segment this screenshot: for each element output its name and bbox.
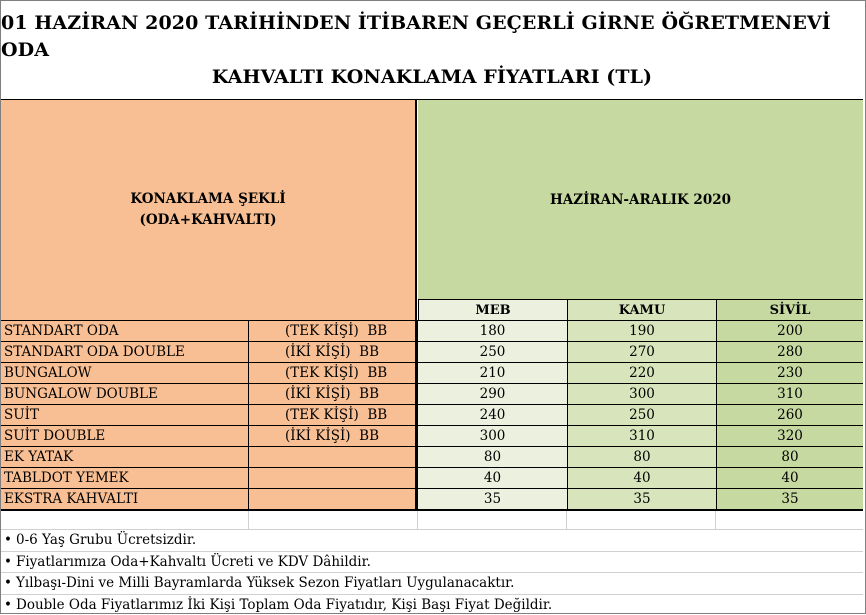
price-kamu-cell: 80 [567, 446, 716, 467]
note-item: • Double Oda Fiyatlarımız İki Kişi Toplam Oda Fiyatıdır, Kişi Başı Fiyat Değildir. [1, 594, 863, 615]
occupancy-cell: (TEK KİŞİ) BB [248, 320, 417, 341]
price-kamu-cell: 300 [567, 383, 716, 404]
price-sivil-cell: 200 [716, 320, 863, 341]
price-meb-cell: 240 [417, 404, 567, 425]
title-line-2: KAHVALTI KONAKLAMA FİYATLARI (TL) [212, 64, 652, 91]
price-sivil-cell: 40 [716, 467, 863, 488]
price-sivil-cell: 280 [716, 341, 863, 362]
price-sivil-cell: 35 [716, 488, 863, 509]
page-title [1, 1, 863, 100]
note-item: • 0-6 Yaş Grubu Ücretsizdir. [1, 529, 863, 551]
room-type-cell: EK YATAK [1, 446, 248, 467]
table-row [1, 446, 863, 467]
occupancy-cell: (TEK KİŞİ) BB [248, 362, 417, 383]
table-row [1, 467, 863, 488]
table-bottom-border [1, 509, 863, 511]
occupancy-cell: (TEK KİŞİ) BB [248, 404, 417, 425]
column-header-meb: MEB [418, 299, 567, 320]
price-kamu-cell: 250 [567, 404, 716, 425]
price-sivil-cell: 230 [716, 362, 863, 383]
blank-row-divider [248, 511, 249, 529]
column-header-kamu: KAMU [567, 299, 716, 320]
price-meb-cell: 80 [417, 446, 567, 467]
price-kamu-cell: 220 [567, 362, 716, 383]
room-type-cell: BUNGALOW [1, 362, 248, 383]
bullet-icon: • [4, 595, 16, 615]
title-line-1: 01 HAZİRAN 2020 TARİHİNDEN İTİBAREN GEÇERLİ GİRNE ÖĞRETMENEVİ ODA [1, 10, 863, 64]
room-type-cell: TABLDOT YEMEK [1, 467, 248, 488]
column-header-sivil: SİVİL [716, 299, 863, 320]
bullet-icon: • [4, 530, 16, 551]
table-row [1, 425, 863, 446]
blank-row-divider [417, 511, 418, 529]
price-meb-cell: 180 [417, 320, 567, 341]
price-meb-cell: 290 [417, 383, 567, 404]
period-header [418, 100, 863, 299]
bullet-icon: • [4, 552, 16, 573]
price-meb-cell: 210 [417, 362, 567, 383]
price-sivil-cell: 310 [716, 383, 863, 404]
bullet-icon: • [4, 573, 16, 594]
occupancy-cell [248, 446, 417, 467]
price-meb-cell: 40 [417, 467, 567, 488]
blank-row-divider [566, 511, 567, 529]
price-kamu-cell: 310 [567, 425, 716, 446]
note-item: • Fiyatlarımıza Oda+Kahvaltı Ücreti ve KDV Dâhildir. [1, 551, 863, 573]
price-sivil-cell: 320 [716, 425, 863, 446]
price-sivil-cell: 80 [716, 446, 863, 467]
room-type-cell: BUNGALOW DOUBLE [1, 383, 248, 404]
table-row [1, 362, 863, 383]
room-type-cell: SUİT DOUBLE [1, 425, 248, 446]
table-row [1, 383, 863, 404]
accommodation-header-line-1: KONAKLAMA ŞEKLİ [130, 189, 285, 210]
note-item: • Yılbaşı-Dini ve Milli Bayramlarda Yüksek Sezon Fiyatları Uygulanacaktır. [1, 572, 863, 594]
room-type-cell: SUİT [1, 404, 248, 425]
accommodation-type-header [1, 100, 417, 320]
occupancy-cell [248, 467, 417, 488]
price-meb-cell: 250 [417, 341, 567, 362]
table-row [1, 404, 863, 425]
table-row [1, 341, 863, 362]
occupancy-cell: (İKİ KİŞİ) BB [248, 383, 417, 404]
price-meb-cell: 300 [417, 425, 567, 446]
room-type-cell: STANDART ODA [1, 320, 248, 341]
table-row [1, 488, 863, 509]
room-type-cell: STANDART ODA DOUBLE [1, 341, 248, 362]
blank-row-divider [715, 511, 716, 529]
table-row [1, 320, 863, 341]
room-type-cell: EKSTRA KAHVALTI [1, 488, 248, 509]
occupancy-cell: (İKİ KİŞİ) BB [248, 341, 417, 362]
price-kamu-cell: 270 [567, 341, 716, 362]
accommodation-header-line-2: (ODA+KAHVALTI) [139, 210, 276, 231]
price-kamu-cell: 190 [567, 320, 716, 341]
price-meb-cell: 35 [417, 488, 567, 509]
occupancy-cell [248, 488, 417, 509]
price-sivil-cell: 260 [716, 404, 863, 425]
occupancy-cell: (İKİ KİŞİ) BB [248, 425, 417, 446]
price-kamu-cell: 35 [567, 488, 716, 509]
period-label: HAZİRAN-ARALIK 2020 [550, 192, 731, 208]
notes-list [1, 529, 863, 615]
price-kamu-cell: 40 [567, 467, 716, 488]
